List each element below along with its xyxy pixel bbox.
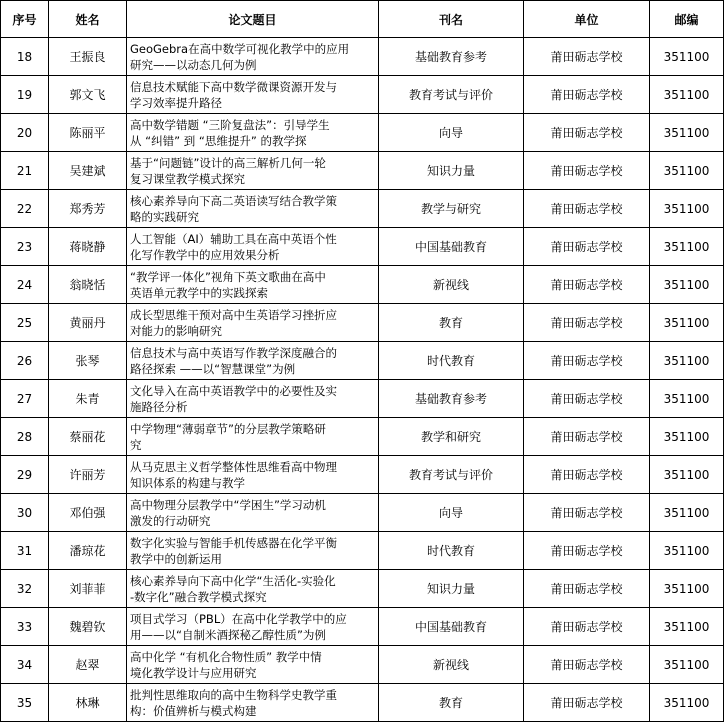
cell-unit: 莆田砺志学校 (524, 418, 650, 456)
cell-title (127, 494, 379, 532)
cell-zip: 351100 (650, 266, 724, 304)
cell-zip: 351100 (650, 152, 724, 190)
cell-unit: 莆田砺志学校 (524, 494, 650, 532)
cell-title (127, 190, 379, 228)
title-line: 核心素养导向下高中化学“生活化-实验化 (130, 573, 336, 588)
cell-title (127, 114, 379, 152)
cell-no: 35 (1, 684, 49, 722)
cell-journal: 中国基础教育 (379, 228, 524, 266)
cell-journal: 基础教育参考 (379, 38, 524, 76)
table-row (1, 456, 724, 494)
cell-name: 黄丽丹 (49, 304, 127, 342)
cell-name: 张琴 (49, 342, 127, 380)
title-line: 基于“问题链”设计的高三解析几何一轮 (130, 155, 326, 170)
cell-unit: 莆田砺志学校 (524, 646, 650, 684)
cell-journal: 教育 (379, 304, 524, 342)
cell-no: 24 (1, 266, 49, 304)
title-line: 知识体系的构建与教学 (130, 475, 245, 490)
cell-no: 33 (1, 608, 49, 646)
title-line: 对能力的影响研究 (130, 323, 222, 338)
header-title: 论文题目 (127, 1, 379, 38)
cell-zip: 351100 (650, 608, 724, 646)
table-row (1, 570, 724, 608)
cell-journal: 向导 (379, 494, 524, 532)
title-line: 信息技术与高中英语写作教学深度融合的 (130, 345, 337, 360)
header-zip: 邮编 (650, 1, 724, 38)
table-row (1, 304, 724, 342)
title-line: 研究——以动态几何为例 (130, 57, 257, 72)
title-line: 成长型思维干预对高中生英语学习挫折应 (130, 307, 337, 322)
cell-unit: 莆田砺志学校 (524, 152, 650, 190)
header-no: 序号 (1, 1, 49, 38)
cell-unit: 莆田砺志学校 (524, 38, 650, 76)
cell-title (127, 684, 379, 722)
title-line: 核心素养导向下高二英语读写结合教学策 (130, 193, 337, 208)
cell-no: 29 (1, 456, 49, 494)
title-line: 化写作教学中的应用效果分析 (130, 247, 280, 262)
cell-zip: 351100 (650, 456, 724, 494)
title-line: 用——以“自制米酒探秘乙醇性质”为例 (130, 627, 326, 642)
title-line: 施路径分析 (130, 399, 188, 414)
cell-title (127, 418, 379, 456)
cell-name: 吴建斌 (49, 152, 127, 190)
cell-zip: 351100 (650, 114, 724, 152)
cell-unit: 莆田砺志学校 (524, 456, 650, 494)
cell-name: 赵翠 (49, 646, 127, 684)
title-line: 中学物理“薄弱章节”的分层教学策略研 (130, 421, 326, 436)
title-line: 路径探索 ——以“智慧课堂”为例 (130, 361, 296, 376)
cell-zip: 351100 (650, 646, 724, 684)
title-line: 从 “纠错” 到 “思维提升” 的教学探 (130, 133, 307, 148)
cell-unit: 莆田砺志学校 (524, 684, 650, 722)
header-unit: 单位 (524, 1, 650, 38)
cell-unit: 莆田砺志学校 (524, 532, 650, 570)
cell-title (127, 304, 379, 342)
header-name: 姓名 (49, 1, 127, 38)
cell-name: 郑秀芳 (49, 190, 127, 228)
cell-unit: 莆田砺志学校 (524, 228, 650, 266)
cell-no: 28 (1, 418, 49, 456)
cell-unit: 莆田砺志学校 (524, 380, 650, 418)
title-line: 文化导入在高中英语教学中的必要性及实 (130, 383, 337, 398)
cell-zip: 351100 (650, 418, 724, 456)
cell-journal: 教育考试与评价 (379, 456, 524, 494)
cell-zip: 351100 (650, 228, 724, 266)
table-row (1, 266, 724, 304)
cell-name: 刘菲菲 (49, 570, 127, 608)
cell-name: 魏碧钦 (49, 608, 127, 646)
table-row (1, 342, 724, 380)
cell-title (127, 380, 379, 418)
cell-title (127, 38, 379, 76)
table-row (1, 228, 724, 266)
cell-no: 20 (1, 114, 49, 152)
cell-no: 34 (1, 646, 49, 684)
cell-journal: 教育考试与评价 (379, 76, 524, 114)
table-row (1, 114, 724, 152)
cell-zip: 351100 (650, 684, 724, 722)
table-row (1, 190, 724, 228)
cell-title (127, 342, 379, 380)
title-line: 高中数学错题 “三阶复盘法”：引导学生 (130, 117, 330, 132)
cell-title (127, 570, 379, 608)
cell-title (127, 152, 379, 190)
cell-unit: 莆田砺志学校 (524, 114, 650, 152)
title-line: “教学评一体化”视角下英文歌曲在高中 (130, 269, 326, 284)
table-row (1, 76, 724, 114)
cell-journal: 中国基础教育 (379, 608, 524, 646)
cell-zip: 351100 (650, 304, 724, 342)
cell-unit: 莆田砺志学校 (524, 304, 650, 342)
title-line: 学习效率提升路径 (130, 95, 222, 110)
cell-name: 陈丽平 (49, 114, 127, 152)
cell-unit: 莆田砺志学校 (524, 266, 650, 304)
cell-title (127, 646, 379, 684)
cell-zip: 351100 (650, 532, 724, 570)
cell-no: 25 (1, 304, 49, 342)
title-line: 究 (130, 437, 142, 452)
title-line: 数字化实验与智能手机传感器在化学平衡 (130, 535, 337, 550)
title-line: GeoGebra在高中数学可视化教学中的应用 (130, 41, 350, 56)
cell-journal: 时代教育 (379, 342, 524, 380)
cell-unit: 莆田砺志学校 (524, 608, 650, 646)
title-line: 英语单元教学中的实践探索 (130, 285, 268, 300)
cell-no: 22 (1, 190, 49, 228)
cell-journal: 知识力量 (379, 152, 524, 190)
cell-title (127, 456, 379, 494)
cell-unit: 莆田砺志学校 (524, 570, 650, 608)
cell-no: 27 (1, 380, 49, 418)
cell-no: 31 (1, 532, 49, 570)
title-line: 复习课堂教学模式探究 (130, 171, 245, 186)
title-line: 教学中的创新运用 (130, 551, 222, 566)
cell-no: 21 (1, 152, 49, 190)
cell-no: 26 (1, 342, 49, 380)
title-line: 项目式学习（PBL）在高中化学教学中的应 (130, 611, 347, 626)
cell-zip: 351100 (650, 38, 724, 76)
cell-zip: 351100 (650, 570, 724, 608)
cell-journal: 教学与研究 (379, 190, 524, 228)
cell-journal: 基础教育参考 (379, 380, 524, 418)
cell-title (127, 76, 379, 114)
title-line: 构：价值辨析与模式构建 (130, 703, 257, 718)
table-row (1, 532, 724, 570)
cell-no: 30 (1, 494, 49, 532)
cell-name: 许丽芳 (49, 456, 127, 494)
title-line: 高中物理分层教学中“学困生”学习动机 (130, 497, 326, 512)
cell-unit: 莆田砺志学校 (524, 190, 650, 228)
cell-journal: 教育 (379, 684, 524, 722)
cell-name: 蒋晓静 (49, 228, 127, 266)
cell-zip: 351100 (650, 190, 724, 228)
header-row (1, 1, 724, 38)
cell-journal: 新视线 (379, 646, 524, 684)
cell-name: 郭文飞 (49, 76, 127, 114)
cell-zip: 351100 (650, 494, 724, 532)
table-row (1, 494, 724, 532)
cell-zip: 351100 (650, 342, 724, 380)
cell-title (127, 266, 379, 304)
title-line: 略的实践研究 (130, 209, 199, 224)
cell-name: 蔡丽花 (49, 418, 127, 456)
table-row (1, 380, 724, 418)
table-row (1, 152, 724, 190)
cell-name: 翁晓恬 (49, 266, 127, 304)
title-line: 境化教学设计与应用研究 (130, 665, 257, 680)
cell-zip: 351100 (650, 380, 724, 418)
cell-name: 朱青 (49, 380, 127, 418)
cell-journal: 时代教育 (379, 532, 524, 570)
cell-journal: 教学和研究 (379, 418, 524, 456)
cell-no: 18 (1, 38, 49, 76)
cell-no: 32 (1, 570, 49, 608)
table-row (1, 38, 724, 76)
header-journal: 刊名 (379, 1, 524, 38)
title-line: 批判性思维取向的高中生物科学史教学重 (130, 687, 337, 702)
cell-no: 19 (1, 76, 49, 114)
cell-no: 23 (1, 228, 49, 266)
title-line: 信息技术赋能下高中数学微课资源开发与 (130, 79, 337, 94)
cell-zip: 351100 (650, 76, 724, 114)
table-row (1, 684, 724, 722)
title-line: 高中化学 “有机化合物性质” 教学中情 (130, 649, 322, 664)
cell-journal: 向导 (379, 114, 524, 152)
cell-title (127, 228, 379, 266)
cell-title (127, 608, 379, 646)
table-row (1, 418, 724, 456)
title-line: -数字化”融合教学模式探究 (130, 589, 267, 604)
cell-title (127, 532, 379, 570)
table-row (1, 646, 724, 684)
cell-name: 邓伯强 (49, 494, 127, 532)
cell-unit: 莆田砺志学校 (524, 76, 650, 114)
title-line: 从马克思主义哲学整体性思维看高中物理 (130, 459, 337, 474)
table-row (1, 608, 724, 646)
title-line: 激发的行动研究 (130, 513, 211, 528)
title-line: 人工智能（AI）辅助工具在高中英语个性 (130, 231, 337, 246)
cell-journal: 新视线 (379, 266, 524, 304)
cell-journal: 知识力量 (379, 570, 524, 608)
cell-name: 林琳 (49, 684, 127, 722)
cell-unit: 莆田砺志学校 (524, 342, 650, 380)
cell-name: 潘琼花 (49, 532, 127, 570)
cell-name: 王振良 (49, 38, 127, 76)
